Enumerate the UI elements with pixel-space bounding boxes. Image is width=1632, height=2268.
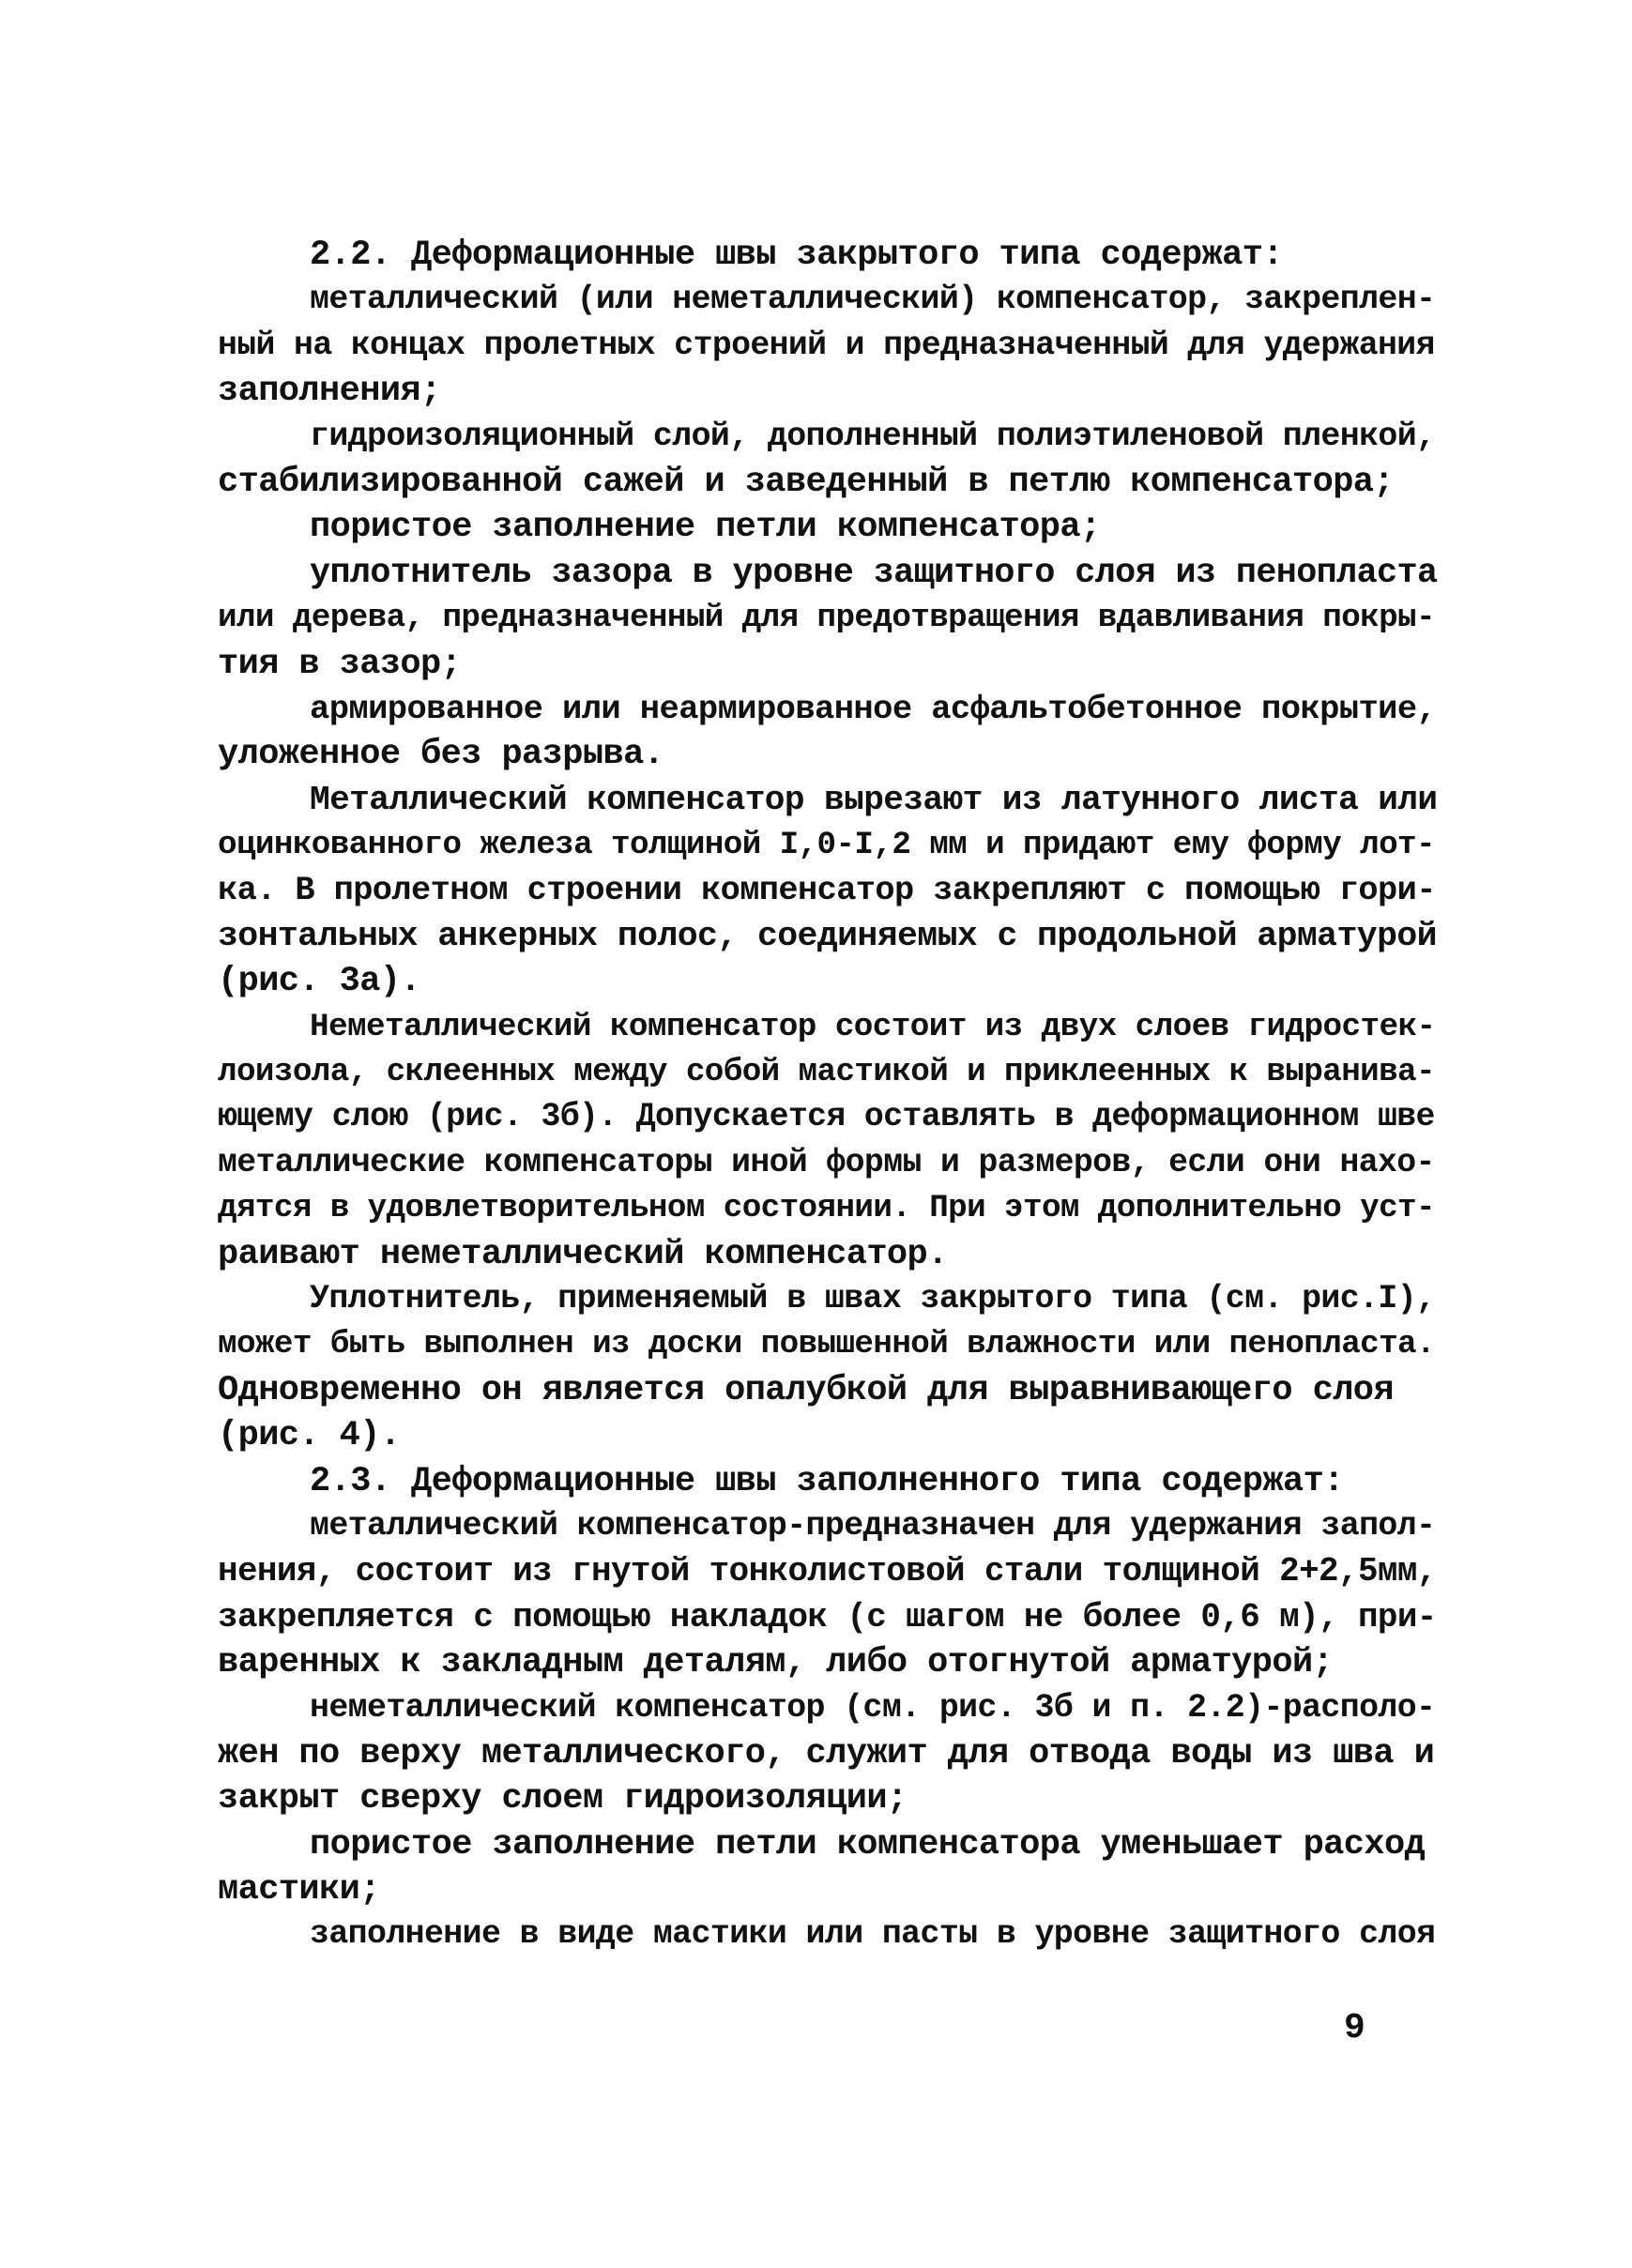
text-line: армированное или неармированное асфальтобетонное покрытие, bbox=[310, 689, 1437, 728]
text-line: тия в зазор; bbox=[218, 644, 462, 684]
text-line: пористое заполнение петли компенсатора уменьшает расход bbox=[310, 1824, 1426, 1865]
text-line: ка. В пролетном строении компенсатор закрепляют с помощью гори- bbox=[218, 872, 1436, 910]
text-line: мастики; bbox=[218, 1870, 380, 1910]
text-line: 2.2. Деформационные швы закрытого типа содержат: bbox=[310, 236, 1283, 275]
text-line: раивают неметаллический компенсатор. bbox=[218, 1234, 948, 1274]
document-body bbox=[218, 233, 1438, 1958]
text-line: ющему слою (рис. 3б). Допускается оставлять в деформационном шве bbox=[218, 1099, 1435, 1136]
text-line: Уплотнитель, применяемый в швах закрытого типа (см. рис.I), bbox=[310, 1280, 1436, 1317]
text-line: стабилизированной сажей и заведенный в петлю компенсатора; bbox=[218, 462, 1395, 502]
text-line: металлический (или неметаллический) компенсатор, закреплен- bbox=[310, 282, 1436, 319]
text-line: лоизола, склеенных между собой мастикой и приклеенных к выранива- bbox=[218, 1054, 1435, 1091]
text-line: варенных к закладным деталям, либо отогнутой арматурой; bbox=[218, 1643, 1334, 1683]
text-line: или дерева, предназначенный для предотвращения вдавливания покры- bbox=[218, 600, 1435, 637]
text-line: гидроизоляционный слой, дополненный полиэтиленовой пленкой, bbox=[310, 418, 1436, 455]
text-line: пористое заполнение петли компенсатора; bbox=[310, 508, 1101, 548]
text-line: заполнение в виде мастики или пасты в уровне защитного слоя bbox=[310, 1916, 1436, 1954]
text-line: 2.3. Деформационные швы заполненного типа содержат: bbox=[310, 1461, 1344, 1501]
text-line: может быть выполнен из доски повышенной влажности или пенопласта. bbox=[218, 1326, 1435, 1363]
text-line: Металлический компенсатор вырезают из латунного листа или bbox=[310, 780, 1438, 819]
text-line: Одновременно он является опалубкой для выравнивающего слоя bbox=[218, 1370, 1395, 1410]
text-line: зонтальных анкерных полос, соединяемых с продольной арматурой bbox=[218, 916, 1437, 955]
text-line: (рис. 3а). bbox=[218, 962, 421, 1002]
text-line: металлические компенсаторы иной формы и размеров, если они нахо- bbox=[218, 1144, 1435, 1181]
text-line: закрепляется с помощью накладок (с шагом не более 0,6 м), при- bbox=[218, 1597, 1437, 1636]
text-line: заполнения; bbox=[218, 372, 441, 412]
text-line: неметаллический компенсатор (см. рис. 3б и п. 2.2)-располо- bbox=[310, 1689, 1436, 1727]
text-line: оцинкованного железа толщиной I,0-I,2 мм и придают ему форму лот- bbox=[218, 827, 1435, 864]
text-line: дятся в удовлетворительном состоянии. При этом дополнительно уст- bbox=[218, 1190, 1435, 1227]
text-line: жен по верху металлического, служит для отвода воды из шва и bbox=[218, 1733, 1435, 1773]
text-line: закрыт сверху слоем гидроизоляции; bbox=[218, 1779, 908, 1819]
text-line: ный на концах пролетных строений и предназначенный для удержания bbox=[218, 327, 1435, 364]
text-line: металлический компенсатор-предназначен для удержания запол- bbox=[310, 1507, 1436, 1545]
text-line: уплотнитель зазора в уровне защитного слоя из пенопласта bbox=[310, 553, 1438, 593]
text-line: (рис. 4). bbox=[218, 1416, 401, 1456]
text-line: Неметаллический компенсатор состоит из двух слоев гидростек- bbox=[310, 1008, 1436, 1045]
text-line: нения, состоит из гнутой тонколистовой стали толщиной 2+2,5мм, bbox=[218, 1552, 1437, 1591]
text-line: уложенное без разрыва. bbox=[218, 735, 664, 775]
page-number: 9 bbox=[1344, 2008, 1365, 2048]
